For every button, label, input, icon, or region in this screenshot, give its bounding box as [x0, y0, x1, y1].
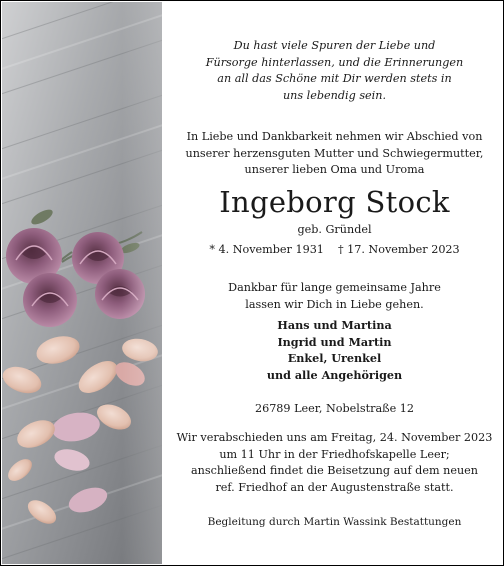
life-dates: [166, 242, 503, 258]
service-line: anschließend findet die Beisetzung auf dem neuen: [191, 464, 478, 477]
intro-line: unserer lieben Oma und Uroma: [244, 163, 425, 176]
gratitude-line: Dankbar für lange gemeinsame Jahre: [228, 281, 441, 294]
poem-line: an all das Schöne mit Dir werden stets in: [217, 72, 452, 85]
poem-line: Fürsorge hinterlassen, und die Erinnerungen: [205, 55, 464, 69]
undertaker-credit: Begleitung durch Martin Wassink Bestattungen: [207, 516, 462, 528]
poem-line: uns lebendig sein.: [282, 88, 387, 102]
memorial-poem: [166, 38, 503, 104]
farewell-intro: [166, 129, 503, 179]
mourner-entry: Ingrid und Martin: [277, 334, 392, 349]
service-line: Wir verabschieden uns am Freitag, 24. November 2023: [176, 431, 493, 444]
poem-line: Du hast viele Spuren der Liebe und: [233, 39, 436, 52]
gratitude-line: lassen wir Dich in Liebe gehen.: [245, 297, 424, 311]
death-date: † 17. November 2023: [337, 243, 460, 256]
family-address: 26789 Leer, Nobelstraße 12: [254, 402, 415, 415]
notice-text: [166, 1, 503, 565]
dried-roses-photo: [2, 2, 162, 564]
mourner-entry: Hans und Martina: [277, 318, 392, 332]
mourner-entry: und alle Angehörigen: [266, 367, 403, 382]
gratitude-text: [166, 280, 503, 313]
mourner-entry: Enkel, Urenkel: [287, 351, 382, 365]
birth-date: * 4. November 1931: [209, 243, 324, 256]
mourners-list: [166, 317, 503, 383]
service-line: ref. Friedhof an der Augustenstraße statt.: [215, 480, 454, 494]
intro-line: In Liebe und Dankbarkeit nehmen wir Abschied von: [186, 130, 483, 143]
funeral-service-details: [166, 430, 503, 496]
maiden-name: geb. Gründel: [297, 223, 372, 236]
service-line: um 11 Uhr in der Friedhofskapelle Leer;: [219, 447, 450, 461]
intro-line: unserer herzensguten Mutter und Schwiegermutter,: [185, 146, 484, 160]
deceased-name: Ingeborg Stock: [219, 185, 450, 219]
